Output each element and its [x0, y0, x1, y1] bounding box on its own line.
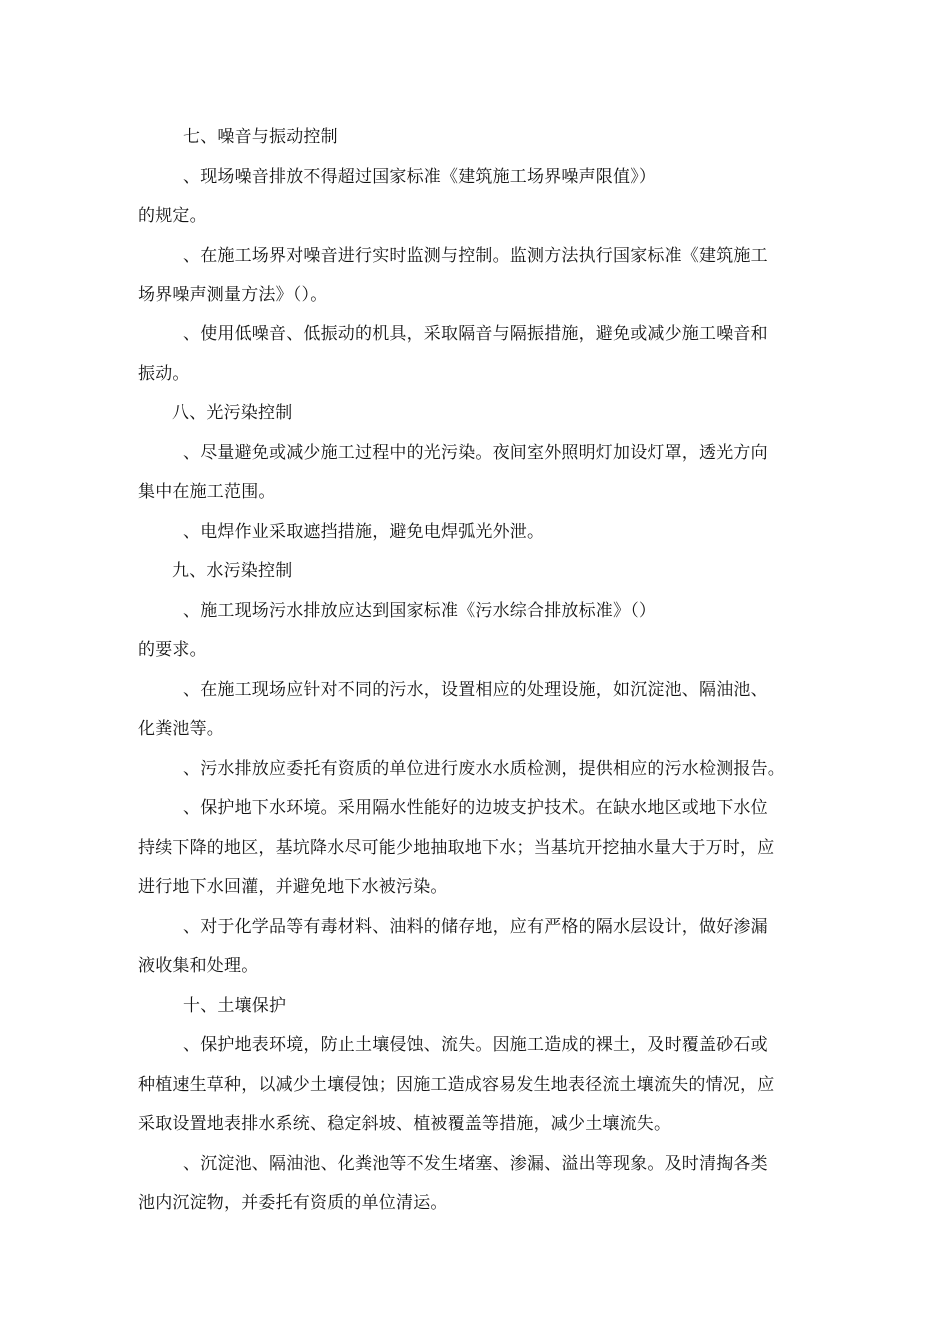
paragraph-line: 场界噪声测量方法》（）。: [138, 285, 328, 305]
paragraph-line: 持续下降的地区，基坑降水尽可能少地抽取地下水；当基坑开挖抽水量大于万时，应: [138, 838, 775, 858]
paragraph-line: 、对于化学品等有毒材料、油料的储存地，应有严格的隔水层设计，做好渗漏: [183, 917, 768, 937]
paragraph-line: 进行地下水回灌，并避免地下水被污染。: [138, 877, 448, 897]
paragraph-line: 液收集和处理。: [138, 956, 259, 976]
paragraph-line: 、沉淀池、隔油池、化粪池等不发生堵塞、渗漏、溢出等现象。及时清掏各类: [183, 1154, 768, 1174]
paragraph-line: 振动。: [138, 364, 190, 384]
paragraph-line: 集中在施工范围。: [138, 482, 276, 502]
paragraph-line: 、在施工场界对噪音进行实时监测与控制。监测方法执行国家标准《建筑施工: [183, 246, 768, 266]
paragraph-line: 、污水排放应委托有资质的单位进行废水水质检测，提供相应的污水检测报告。: [183, 759, 785, 779]
paragraph-line: 、保护地表环境，防止土壤侵蚀、流失。因施工造成的裸土，及时覆盖砂石或: [183, 1035, 768, 1055]
paragraph-line: 采取设置地表排水系统、稳定斜坡、植被覆盖等措施，减少土壤流失。: [138, 1114, 672, 1134]
heading-soil-protection: 十、土壤保护: [183, 996, 287, 1016]
heading-noise-control: 七、噪音与振动控制: [183, 127, 338, 147]
paragraph-line: 、尽量避免或减少施工过程中的光污染。夜间室外照明灯加设灯罩，透光方向: [183, 443, 768, 463]
paragraph-line: 、在施工现场应针对不同的污水，设置相应的处理设施，如沉淀池、隔油池、: [183, 680, 768, 700]
heading-light-pollution: 八、光污染控制: [172, 403, 293, 423]
paragraph-line: 、保护地下水环境。采用隔水性能好的边坡支护技术。在缺水地区或地下水位: [183, 798, 768, 818]
heading-water-pollution: 九、水污染控制: [172, 561, 293, 581]
paragraph-line: 、使用低噪音、低振动的机具，采取隔音与隔振措施，避免或减少施工噪音和: [183, 324, 768, 344]
paragraph-line: 、施工现场污水排放应达到国家标准《污水综合排放标准》（）: [183, 601, 657, 621]
paragraph-line: 种植速生草种，以减少土壤侵蚀；因施工造成容易发生地表径流土壤流失的情况，应: [138, 1075, 775, 1095]
paragraph-line: 、现场噪音排放不得超过国家标准《建筑施工场界噪声限值》）: [183, 167, 657, 187]
paragraph-line: 、电焊作业采取遮挡措施，避免电焊弧光外泄。: [183, 522, 545, 542]
paragraph-line: 池内沉淀物，并委托有资质的单位清运。: [138, 1193, 448, 1213]
paragraph-line: 的规定。: [138, 206, 207, 226]
paragraph-line: 的要求。: [138, 640, 207, 660]
paragraph-line: 化粪池等。: [138, 719, 224, 739]
